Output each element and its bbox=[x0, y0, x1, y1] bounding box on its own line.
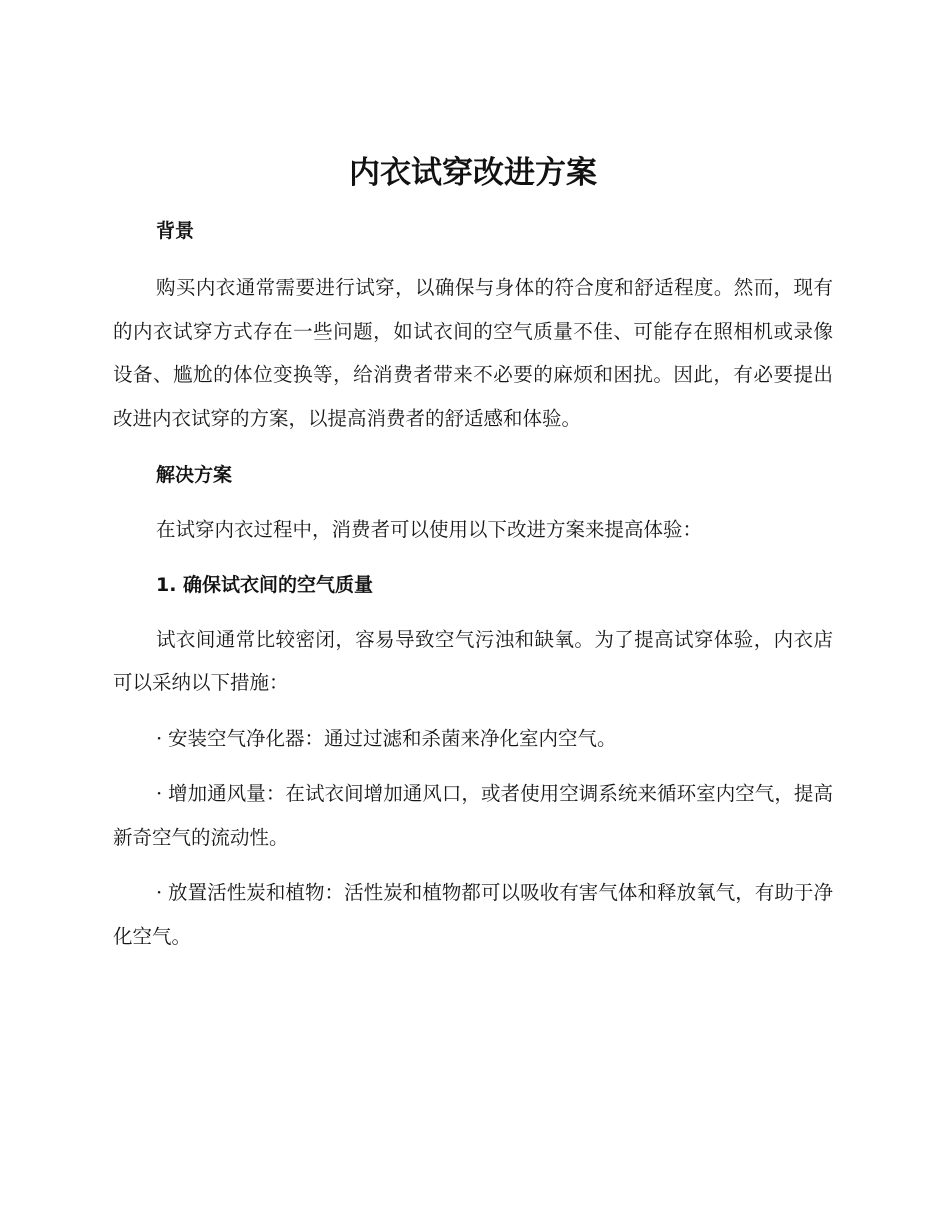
air-quality-paragraph: 试衣间通常比较密闭，容易导致空气污浊和缺氧。为了提高试穿体验，内衣店可以采纳以下措施： bbox=[113, 627, 833, 694]
bullet-dot: · bbox=[156, 881, 163, 904]
bullet-text: 安装空气净化器：通过过滤和杀菌来净化室内空气。 bbox=[168, 726, 617, 750]
solution-paragraph: 在试穿内衣过程中，消费者可以使用以下改进方案来提高体验： bbox=[156, 518, 703, 541]
bullet-dot: · bbox=[156, 726, 163, 750]
background-paragraph: 购买内衣通常需要进行试穿，以确保与身体的符合度和舒适程度。然而，现有的内衣试穿方式存在一些问题，如试衣间的空气质量不佳、可能存在照相机或录像设备、尴尬的体位变换等，给消费者带来不必要的麻烦和困扰。因此，有必要提出改进内衣试穿的方案，以提高消费者的舒适感和体验。 bbox=[113, 276, 833, 430]
section-heading-solution: 解决方案 bbox=[156, 464, 233, 486]
bullet-dot: · bbox=[156, 782, 163, 805]
document-title: 内衣试穿改进方案 bbox=[349, 155, 597, 191]
document-content bbox=[113, 148, 833, 958]
bullet-item bbox=[113, 772, 833, 859]
section-heading-air-quality: 1. 确保试衣间的空气质量 bbox=[156, 573, 374, 596]
bullet-item bbox=[113, 871, 833, 958]
bullet-text: 增加通风量：在试衣间增加通风口，或者使用空调系统来循环室内空气，提高新奇空气的流动性。 bbox=[113, 782, 833, 849]
bullet-item bbox=[113, 717, 833, 761]
bullet-text: 放置活性炭和植物：活性炭和植物都可以吸收有害气体和释放氧气，有助于净化空气。 bbox=[113, 881, 833, 948]
section-heading-background: 背景 bbox=[156, 220, 195, 242]
